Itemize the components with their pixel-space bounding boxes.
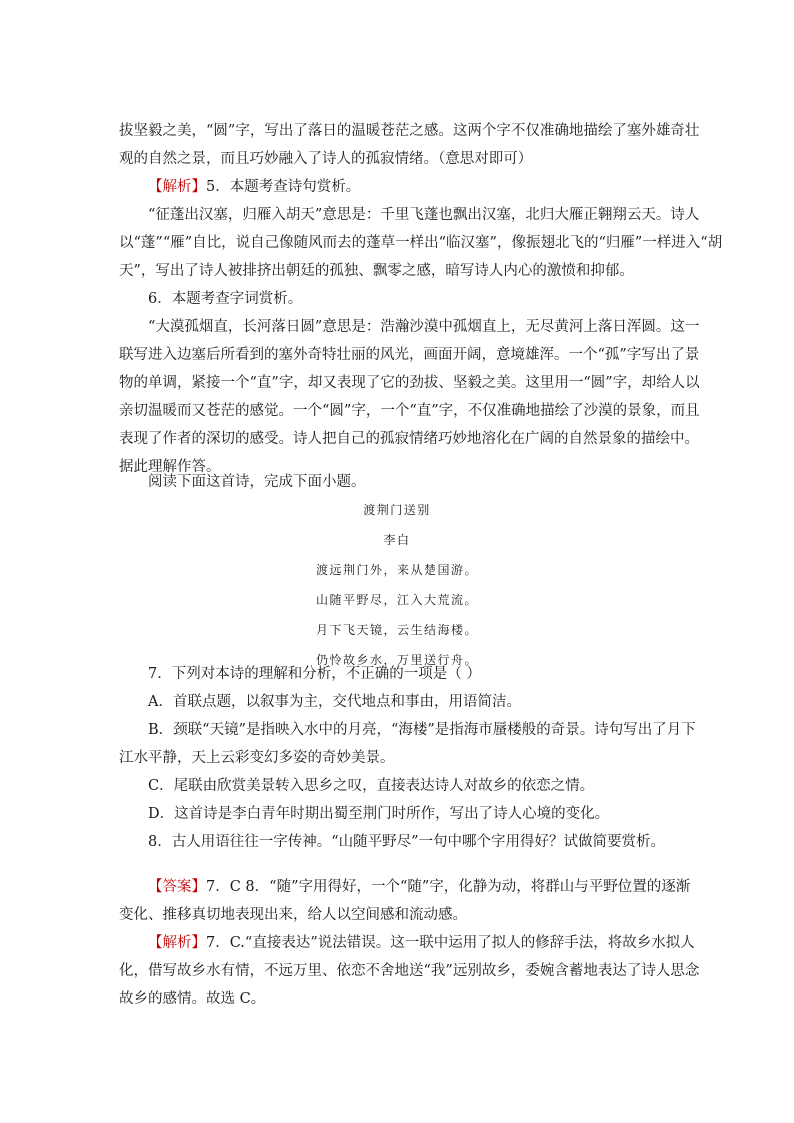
answer-text: 7．C 8．“随”字用得好，一个“随”字，化静为动，将群山与平野位置的逐渐 (206, 879, 691, 895)
poem-title: 渡荆门送别 (363, 503, 431, 517)
text-line: 变化、推移真切地表现出来，给人以空间感和流动感。 (119, 907, 467, 923)
text-line: 物的单调，紧接一个“直”字，却又表现了它的劲拔、坚毅之美。这里用一“圆”字，却给人以 (119, 375, 700, 391)
text-line: “征蓬出汉塞，归雁入胡天”意思是：千里飞蓬也飘出汉塞，北归大雁正翱翔云天。诗人 (148, 207, 700, 223)
text-line: 联写进入边塞后所看到的塞外奇特壮丽的风光，画面开阔，意境雄浑。一个“孤”字写出了景 (119, 347, 700, 363)
analysis-tag: 【解析】 (148, 179, 206, 195)
question-7: 7．下列对本诗的理解和分析，不正确的一项是（ ） (148, 666, 481, 682)
poem-line: 月下飞天镜，云生结海楼。 (315, 623, 478, 637)
text-line: 据此理解作答。 (119, 459, 221, 475)
reading-instruction: 阅读下面这首诗，完成下面小题。 (148, 474, 366, 490)
poem-line: 山随平野尽，江入大荒流。 (315, 593, 478, 607)
poem-line: 仍怜故乡水，万里送行舟。 (315, 653, 478, 667)
option-b-continued: 江水平静，天上云彩变幻多姿的奇妙美景。 (119, 750, 395, 766)
question-8: 8．古人用语往往一字传神。“山随平野尽”一句中哪个字用得好？试做简要赏析。 (148, 834, 666, 850)
text-line: 化，借写故乡水有情，不远万里、依恋不舍地送“我”远别故乡，委婉含蓄地表达了诗人思念 (119, 963, 700, 979)
analysis-section-5-6 (119, 145, 723, 481)
analysis-line (119, 929, 695, 957)
answer-tag: 【答案】 (148, 879, 206, 895)
poem-line: 渡远荆门外，来从楚国游。 (315, 563, 478, 577)
analysis-text: 7．C.“直接表达”说法错误。这一联中运用了拟人的修辞手法，将故乡水拟人 (206, 935, 695, 951)
option-b: B．颈联“天镜”是指映入水中的月亮，“海楼”是指海市蜃楼般的奇景。诗句写出了月下 (148, 722, 696, 738)
answer-line (119, 873, 691, 901)
analysis-tag: 【解析】 (148, 935, 206, 951)
text-line: 表现了作者的深切的感受。诗人把自己的孤寂情绪巧妙地溶化在广阔的自然景象的描绘中。 (119, 431, 699, 447)
text-line: 观的自然之景，而且巧妙融入了诗人的孤寂情绪。（意思对即可） (119, 151, 533, 167)
text-line: 亲切温暖而又苍茫的感觉。一个“圆”字，一个“直”字，不仅准确地描绘了沙漠的景象，而且 (119, 403, 700, 419)
text-line: 以“蓬”“雁”自比，说自己像随风而去的蓬草一样出“临汉塞”，像振翅北飞的“归雁”一样进入“胡 (119, 235, 723, 251)
option-d: D．这首诗是李白青年时期出蜀至荆门时所作，写出了诗人心境的变化。 (148, 806, 610, 822)
option-a: A．首联点题，以叙事为主，交代地点和事由，用语简洁。 (148, 694, 521, 710)
text-line: 故乡的感情。故选 C。 (119, 991, 266, 1007)
text-line: 拔坚毅之美，“圆”字，写出了落日的温暖苍茫之感。这两个字不仅准确地描绘了塞外雄奇壮 (119, 123, 700, 139)
option-c: C．尾联由欣赏美景转入思乡之叹，直接表达诗人对故乡的依恋之情。 (148, 778, 595, 794)
analysis-heading-text: 5．本题考查诗句赏析。 (206, 179, 361, 195)
poem-block (0, 495, 794, 675)
answer-section (119, 873, 700, 1013)
analysis-heading (119, 173, 679, 201)
text-line: 天”，写出了诗人被排挤出朝廷的孤独、飘零之感，暗写诗人内心的激愤和抑郁。 (119, 263, 634, 279)
poem-author: 李白 (383, 533, 411, 547)
analysis-heading-6: 6．本题考查字词赏析。 (148, 291, 303, 307)
reading-intro (119, 468, 679, 496)
text-line: “大漠孤烟直，长河落日圆”意思是：浩瀚沙漠中孤烟直上，无尽黄河上落日浑圆。这一 (148, 319, 700, 335)
questions-section (119, 660, 696, 856)
